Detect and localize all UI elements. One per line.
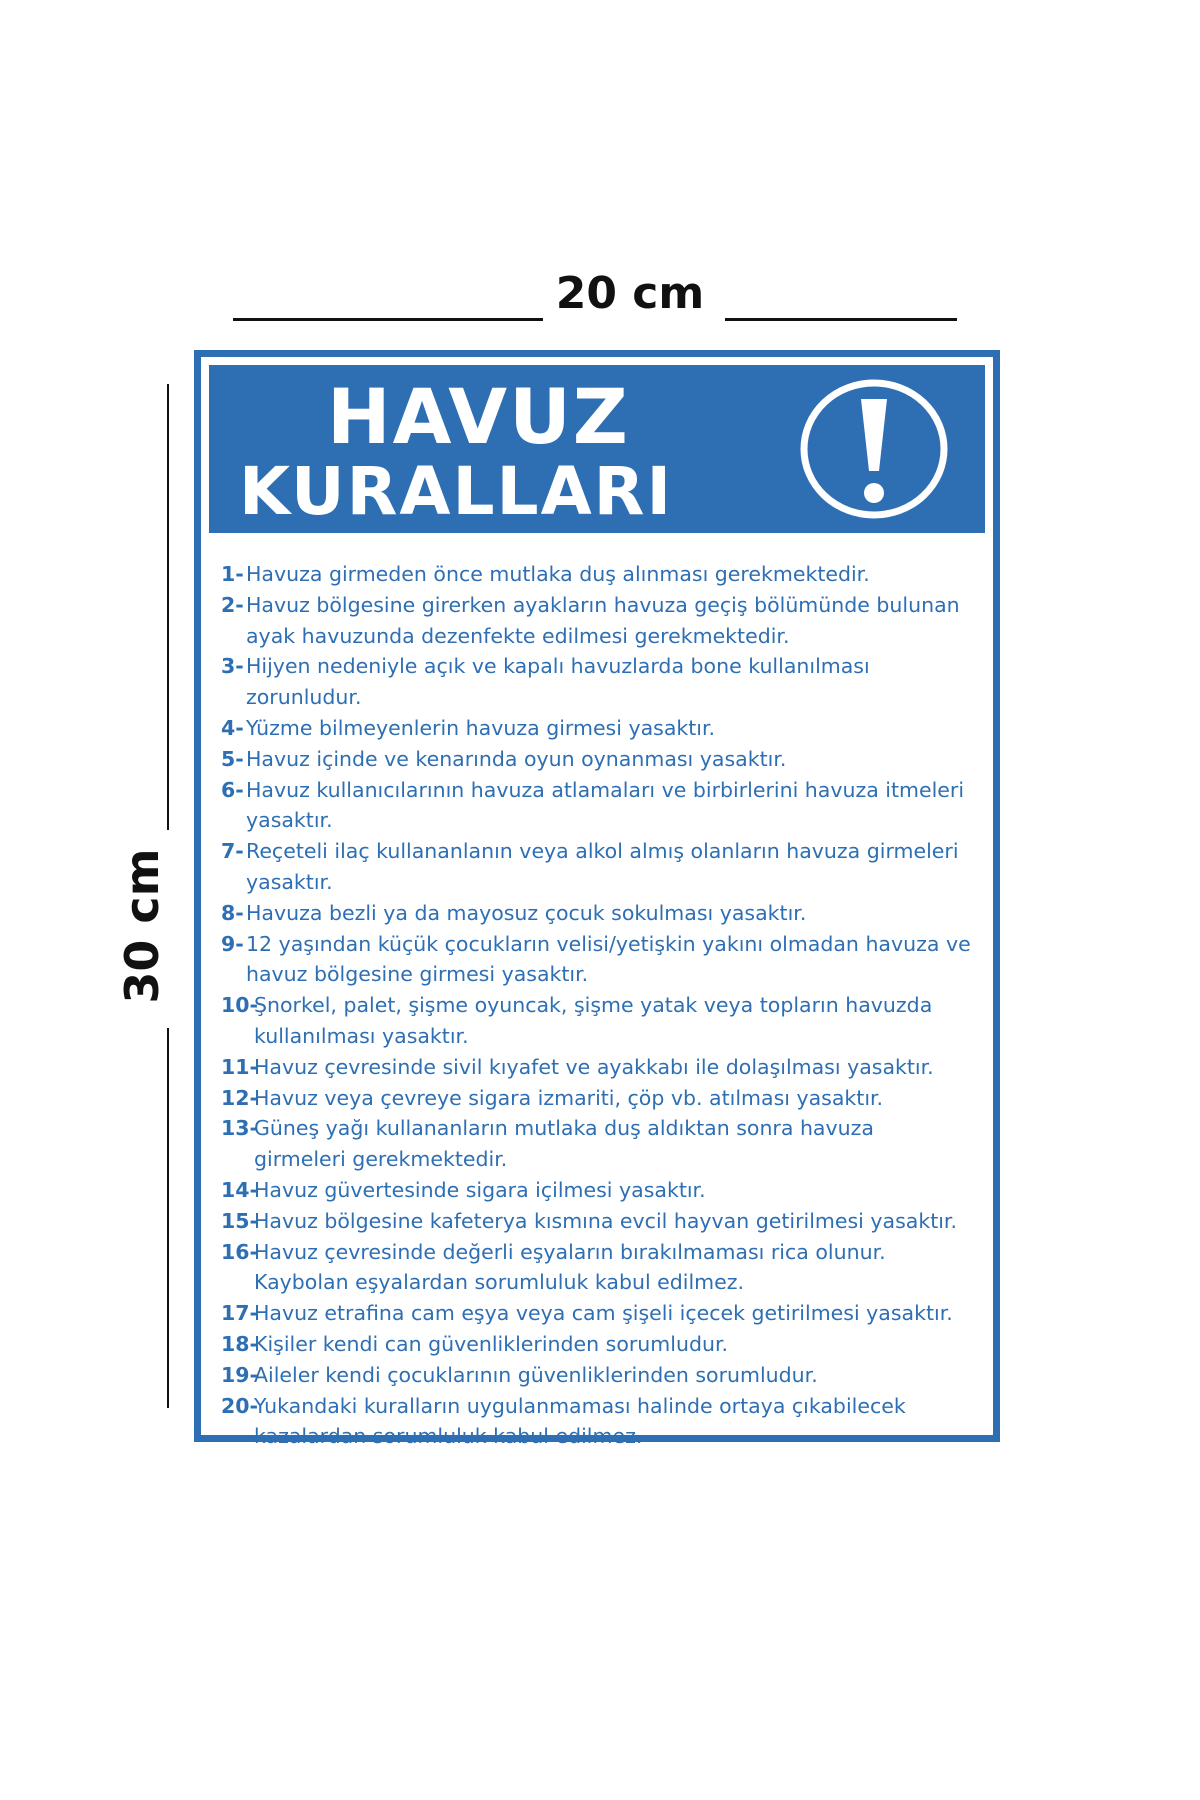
rule-number: 18- (221, 1331, 259, 1356)
rule-text: Havuz veya çevreye sigara izmariti, çöp vb. atılması yasaktır. (254, 1085, 884, 1110)
rule-item (221, 990, 991, 1052)
rule-number: 2- (221, 592, 244, 617)
rule-item (221, 836, 991, 898)
rule-number: 9- (221, 931, 244, 956)
rule-item (221, 590, 991, 652)
rules-list (221, 559, 991, 1452)
height-dimension-line-bottom (167, 1028, 169, 1408)
rule-text: Havuz güvertesinde sigara içilmesi yasaktır. (254, 1177, 706, 1202)
rule-number: 15- (221, 1208, 259, 1233)
rule-text: Hijyen nedeniyle açık ve kapalı havuzlarda bone kullanılması zorunludur. (246, 654, 870, 710)
rule-text: Havuz bölgesine kafeterya kısmına evcil hayvan getirilmesi yasaktır. (254, 1208, 957, 1233)
rule-number: 6- (221, 777, 244, 802)
rule-text: Havuz bölgesine girerken ayakların havuza geçiş bölümünde bulunan ayak havuzunda dezenfekte edilmesi gerekmektedir. (246, 592, 960, 648)
rule-number: 1- (221, 562, 244, 586)
rule-text: Havuz kullanıcılarının havuza atlamaları ve birbirlerini havuza itmeleri yasaktır. (246, 777, 965, 833)
rule-item (221, 1175, 991, 1206)
rule-number: 10- (221, 993, 259, 1018)
rule-text: Havuza bezli ya da mayosuz çocuk sokulması yasaktır. (246, 900, 807, 925)
rule-item (221, 1391, 991, 1453)
rule-number: 4- (221, 715, 244, 740)
rule-text: Reçeteli ilaç kullananlanın veya alkol almış olanların havuza girmeleri yasaktır. (246, 839, 959, 894)
height-dimension-label: 30 cm (115, 848, 169, 1004)
rule-item (221, 1329, 991, 1360)
rule-text: Kişiler kendi can güvenliklerinden sorumludur. (254, 1331, 729, 1356)
rule-item (221, 1206, 991, 1237)
rule-number: 20- (221, 1393, 259, 1418)
rule-text: Yüzme bilmeyenlerin havuza girmesi yasaktır. (246, 715, 716, 740)
height-dimension-line-top (167, 384, 169, 830)
pool-rules-sign (194, 350, 1000, 1449)
rule-text: Güneş yağı kullananların mutlaka duş aldıktan sonra havuza girmeleri gerekmektedir. (254, 1116, 874, 1172)
rule-number: 8- (221, 900, 244, 925)
rule-text: Havuz çevresinde değerli eşyaların bırakılmaması rica olunur. Kaybolan eşyalardan sorumluluk kabul edilmez. (254, 1239, 886, 1295)
rule-number: 7- (221, 839, 244, 864)
rule-number: 19- (221, 1362, 259, 1387)
rule-item (221, 744, 991, 775)
rule-number: 12- (221, 1085, 259, 1110)
width-dimension-line-left (233, 318, 543, 321)
rule-number: 17- (221, 1301, 259, 1326)
rule-number: 16- (221, 1239, 259, 1264)
rule-text: Havuz çevresinde sivil kıyafet ve ayakkabı ile dolaşılması yasaktır. (254, 1054, 934, 1079)
rule-number: 13- (221, 1116, 259, 1141)
rule-number: 11- (221, 1054, 259, 1079)
sign-title-line2: KURALLARI (239, 453, 674, 530)
rule-item (221, 898, 991, 929)
rule-text: Havuz etrafina cam eşya veya cam şişeli içecek getirilmesi yasaktır. (254, 1301, 953, 1326)
rule-text: Havuz içinde ve kenarında oyun oynanması yasaktır. (246, 746, 787, 771)
rule-number: 14- (221, 1177, 259, 1202)
rule-item (221, 559, 991, 590)
rule-item (221, 651, 991, 713)
rule-item (221, 1052, 991, 1083)
sign-title-line1: HAVUZ (327, 372, 630, 461)
rule-item (221, 1113, 991, 1175)
rule-text: Yukandaki kuralların uygulanmaması halinde ortaya çıkabilecek kazalardan sorumluluk kabul edilmez. (254, 1393, 906, 1449)
rule-item (221, 1083, 991, 1114)
rule-text: Havuza girmeden önce mutlaka duş alınması gerekmektedir. (246, 562, 870, 586)
width-dimension-line-right (725, 318, 957, 321)
rule-item (221, 775, 991, 837)
width-dimension-label: 20 cm (555, 268, 705, 319)
exclamation-circle-icon (799, 377, 949, 521)
rule-number: 3- (221, 654, 244, 679)
sign-header (209, 365, 985, 533)
rule-text: Aileler kendi çocuklarının güvenliklerinden sorumludur. (254, 1362, 818, 1387)
rule-number: 5- (221, 746, 244, 771)
rule-item (221, 1237, 991, 1299)
rule-item (221, 1360, 991, 1391)
rule-text: Şnorkel, palet, şişme oyuncak, şişme yatak veya topların havuzda kullanılması yasaktır. (254, 993, 933, 1048)
rule-item (221, 1298, 991, 1329)
rule-item (221, 929, 991, 991)
rule-text: 12 yaşından küçük çocukların velisi/yetişkin yakını olmadan havuza ve havuz bölgesine girmesi yasaktır. (246, 931, 971, 987)
rule-item (221, 713, 991, 744)
